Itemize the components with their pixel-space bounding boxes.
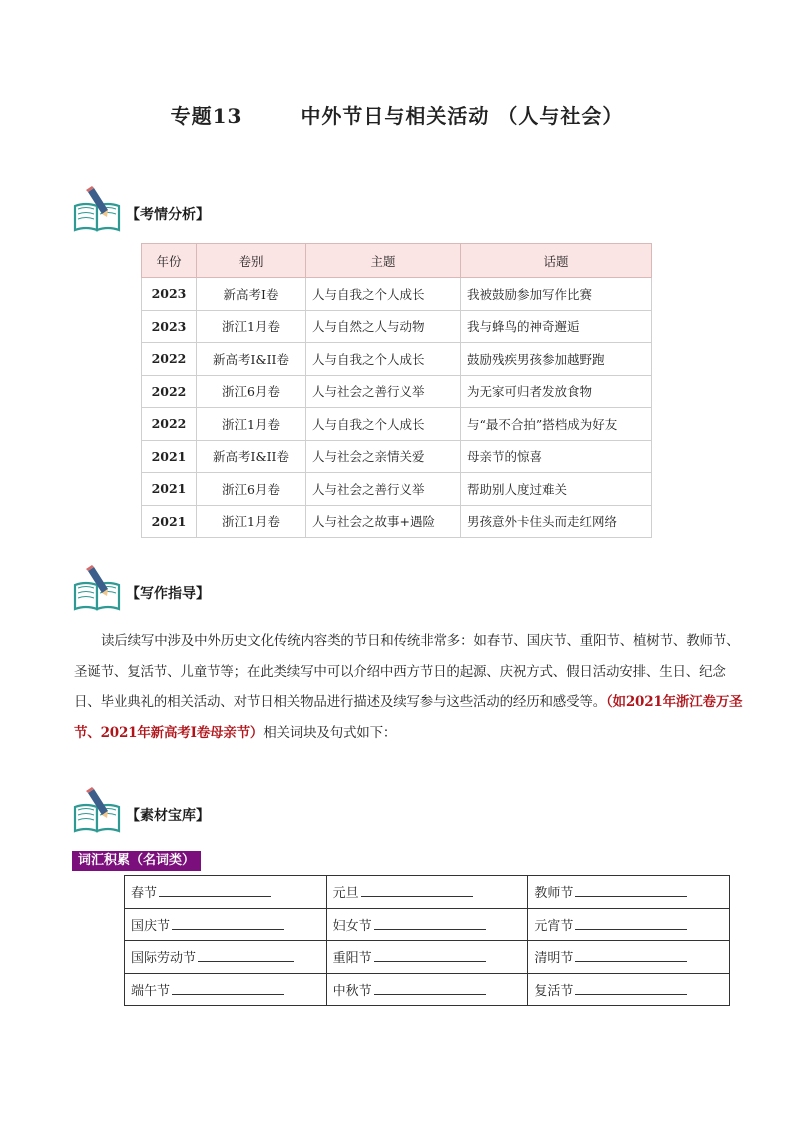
table-row <box>142 310 652 343</box>
vocab-term: 春节 <box>131 886 158 902</box>
answer-blank[interactable] <box>575 882 687 897</box>
table-row <box>142 408 652 441</box>
vocab-term: 元宵节 <box>534 918 574 934</box>
vocab-cell <box>326 908 528 941</box>
guide-text: 读后续写中涉及中外历史文化传统内容类的节日和传统非常多：如春节、国庆节、重阳节、植树节、教师节、圣诞节、复活节、儿童节等；在此类续写中可以介绍中西方节日的起源、庆祝方式、假日活动安排、生日、纪念日、毕业典礼的相关活动、对节日相关物品进行描述及续写参与这些活动的经历和感受等。 <box>74 633 740 710</box>
table-row <box>142 375 652 408</box>
cell-year: 2021 <box>142 473 197 506</box>
table-row <box>142 278 652 311</box>
section-materials-header <box>72 787 372 833</box>
vocab-cell <box>326 973 528 1006</box>
cell-topic: 人与社会之善行义举 <box>306 375 461 408</box>
section-guide-header <box>72 565 372 611</box>
cell-paper: 新高考I&II卷 <box>197 343 306 376</box>
table-row <box>125 941 730 974</box>
vocab-term: 端午节 <box>131 983 171 999</box>
answer-blank[interactable] <box>159 882 271 897</box>
title-topic-name: 中外节日与相关活动 （人与社会） <box>300 104 624 128</box>
book-pencil-icon <box>72 186 124 232</box>
vocab-category-tag: 词汇积累（名词类） <box>72 851 201 871</box>
section-analysis-label: 【考情分析】 <box>126 207 210 223</box>
cell-year: 2022 <box>142 408 197 441</box>
vocab-cell <box>125 973 327 1006</box>
answer-blank[interactable] <box>575 980 687 995</box>
vocab-cell <box>528 973 730 1006</box>
cell-paper: 新高考I卷 <box>197 278 306 311</box>
cell-topic: 人与自我之个人成长 <box>306 343 461 376</box>
cell-paper: 浙江6月卷 <box>197 375 306 408</box>
cell-paper: 浙江6月卷 <box>197 473 306 506</box>
table-row <box>142 440 652 473</box>
cell-topic: 人与自我之个人成长 <box>306 278 461 311</box>
cell-topic: 人与社会之亲情关爱 <box>306 440 461 473</box>
vocab-term: 复活节 <box>534 983 574 999</box>
cell-subject: 为无家可归者发放食物 <box>461 375 652 408</box>
cell-topic: 人与社会之故事+遇险 <box>306 505 461 538</box>
table-row <box>125 876 730 909</box>
vocab-term: 中秋节 <box>332 983 372 999</box>
table-row <box>142 473 652 506</box>
page-title <box>0 100 794 129</box>
cell-subject: 男孩意外卡住头而走红网络 <box>461 505 652 538</box>
vocab-cell <box>528 876 730 909</box>
answer-blank[interactable] <box>172 980 284 995</box>
vocab-term: 国庆节 <box>131 918 171 934</box>
cell-paper: 浙江1月卷 <box>197 310 306 343</box>
table-row <box>125 973 730 1006</box>
vocab-cell <box>528 908 730 941</box>
cell-year: 2021 <box>142 505 197 538</box>
answer-blank[interactable] <box>374 947 486 962</box>
title-topic-number: 专题13 <box>170 104 243 128</box>
vocab-cell <box>528 941 730 974</box>
cell-year: 2022 <box>142 343 197 376</box>
header-year: 年份 <box>142 244 197 278</box>
section-analysis-header <box>72 186 372 232</box>
writing-guide-paragraph <box>74 626 750 748</box>
answer-blank[interactable] <box>575 947 687 962</box>
vocab-cell <box>326 941 528 974</box>
table-row <box>142 505 652 538</box>
cell-year: 2023 <box>142 278 197 311</box>
cell-subject: 我被鼓励参加写作比赛 <box>461 278 652 311</box>
book-pencil-icon <box>72 787 124 833</box>
vocab-term: 国际劳动节 <box>131 951 197 967</box>
vocab-cell <box>125 941 327 974</box>
answer-blank[interactable] <box>374 980 486 995</box>
cell-subject: 母亲节的惊喜 <box>461 440 652 473</box>
cell-subject: 帮助别人度过难关 <box>461 473 652 506</box>
header-topic: 主题 <box>306 244 461 278</box>
cell-paper: 浙江1月卷 <box>197 505 306 538</box>
vocab-term: 重阳节 <box>332 951 372 967</box>
header-paper: 卷别 <box>197 244 306 278</box>
section-materials-label: 【素材宝库】 <box>126 808 210 824</box>
vocab-table <box>124 875 730 1006</box>
table-row <box>125 908 730 941</box>
guide-tail: 相关词块及句式如下： <box>263 724 397 741</box>
answer-blank[interactable] <box>361 882 473 897</box>
section-guide-label: 【写作指导】 <box>126 586 210 602</box>
answer-blank[interactable] <box>374 915 486 930</box>
vocab-cell <box>326 876 528 909</box>
answer-blank[interactable] <box>575 915 687 930</box>
cell-year: 2023 <box>142 310 197 343</box>
cell-subject: 与“最不合拍”搭档成为好友 <box>461 408 652 441</box>
cell-topic: 人与自我之个人成长 <box>306 408 461 441</box>
vocab-term: 妇女节 <box>332 918 372 934</box>
cell-subject: 鼓励残疾男孩参加越野跑 <box>461 343 652 376</box>
vocab-term: 教师节 <box>534 886 574 902</box>
table-row <box>142 343 652 376</box>
answer-blank[interactable] <box>172 915 284 930</box>
guide-highlight: （如2021年浙江卷万圣节、2021年新高考I卷母亲节） <box>74 694 743 741</box>
vocab-term: 清明节 <box>534 951 574 967</box>
vocab-term: 元旦 <box>332 886 359 902</box>
vocab-cell <box>125 908 327 941</box>
cell-subject: 我与蜂鸟的神奇邂逅 <box>461 310 652 343</box>
cell-paper: 新高考I&II卷 <box>197 440 306 473</box>
cell-year: 2022 <box>142 375 197 408</box>
answer-blank[interactable] <box>198 947 294 962</box>
cell-paper: 浙江1月卷 <box>197 408 306 441</box>
book-pencil-icon <box>72 565 124 611</box>
header-subject: 话题 <box>461 244 652 278</box>
table-header-row <box>142 244 652 278</box>
exam-analysis-table <box>141 243 652 538</box>
cell-topic: 人与社会之善行义举 <box>306 473 461 506</box>
vocab-cell <box>125 876 327 909</box>
cell-topic: 人与自然之人与动物 <box>306 310 461 343</box>
cell-year: 2021 <box>142 440 197 473</box>
